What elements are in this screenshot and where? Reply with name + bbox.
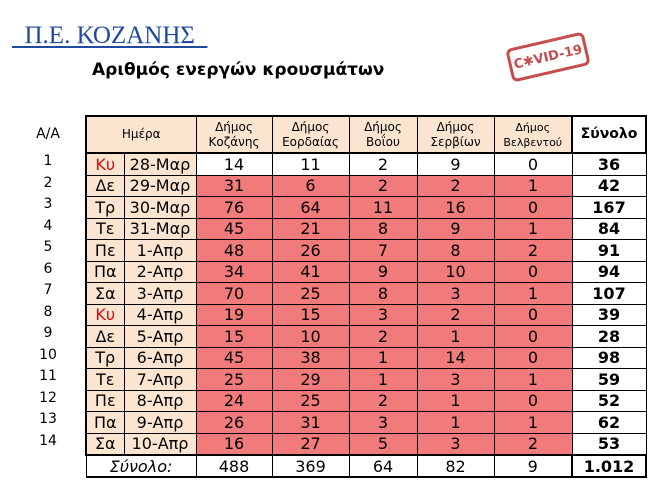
total-cell: 94 <box>572 261 646 283</box>
servia-cell: 1 <box>417 326 494 348</box>
weekday-cell: Δε <box>86 175 124 197</box>
velventos-cell: 0 <box>494 261 572 283</box>
date-cell: 1-Απρ <box>124 240 196 262</box>
weekday-cell: Κυ <box>86 153 124 175</box>
table-row <box>86 304 646 326</box>
date-cell: 28-Μαρ <box>124 153 196 175</box>
table-row <box>86 197 646 219</box>
aa-number: 10 <box>39 346 57 363</box>
servia-cell: 1 <box>417 412 494 434</box>
eordaia-cell: 11 <box>272 153 349 175</box>
kozani-cell: 16 <box>196 433 272 455</box>
total-cell: 107 <box>572 283 646 305</box>
total-cell: 53 <box>572 433 646 455</box>
velventos-cell: 0 <box>494 347 572 369</box>
header-day: Ημέρα <box>86 116 196 153</box>
servia-cell: 3 <box>417 369 494 391</box>
voio-cell: 2 <box>349 153 417 175</box>
kozani-cell: 70 <box>196 283 272 305</box>
voio-cell: 8 <box>349 218 417 240</box>
eordaia-cell: 38 <box>272 347 349 369</box>
table-row <box>86 326 646 348</box>
weekday-cell: Σα <box>86 283 124 305</box>
kozani-cell: 34 <box>196 261 272 283</box>
voio-cell: 11 <box>349 197 417 219</box>
totals-velventos: 9 <box>494 455 572 477</box>
totals-servia: 82 <box>417 455 494 477</box>
table-row <box>86 433 646 455</box>
velventos-cell: 1 <box>494 369 572 391</box>
velventos-cell: 0 <box>494 326 572 348</box>
servia-cell: 3 <box>417 283 494 305</box>
totals-eordaia: 369 <box>272 455 349 477</box>
voio-cell: 2 <box>349 326 417 348</box>
date-cell: 3-Απρ <box>124 283 196 305</box>
aa-number: 2 <box>43 174 53 191</box>
voio-cell: 7 <box>349 240 417 262</box>
date-cell: 30-Μαρ <box>124 197 196 219</box>
totals-row <box>86 455 646 477</box>
total-cell: 84 <box>572 218 646 240</box>
velventos-cell: 1 <box>494 283 572 305</box>
table-row <box>86 369 646 391</box>
eordaia-cell: 29 <box>272 369 349 391</box>
kozani-cell: 19 <box>196 304 272 326</box>
kozani-cell: 14 <box>196 153 272 175</box>
kozani-cell: 25 <box>196 369 272 391</box>
aa-number: 13 <box>39 411 57 427</box>
velventos-cell: 0 <box>494 390 572 412</box>
voio-cell: 1 <box>349 369 417 391</box>
weekday-cell: Τε <box>86 218 124 240</box>
servia-cell: 14 <box>417 347 494 369</box>
eordaia-cell: 31 <box>272 412 349 434</box>
weekday-cell: Δε <box>86 326 124 348</box>
header-total: Σύνολο <box>572 116 646 153</box>
covid-stamp <box>505 31 591 82</box>
weekday-cell: Τρ <box>86 347 124 369</box>
aa-number: 9 <box>43 325 53 341</box>
kozani-cell: 31 <box>196 175 272 197</box>
aa-number: 11 <box>39 368 57 384</box>
kozani-cell: 24 <box>196 390 272 412</box>
table-row <box>86 261 646 283</box>
header-row <box>86 116 646 153</box>
weekday-cell: Πε <box>86 240 124 262</box>
voio-cell: 2 <box>349 175 417 197</box>
header-velventos: Δήμος Βελβεντού <box>494 116 572 153</box>
aa-number: 3 <box>43 196 53 212</box>
table-row <box>86 283 646 305</box>
weekday-cell: Πα <box>86 412 124 434</box>
aa-header: Α/Α <box>36 126 60 142</box>
eordaia-cell: 64 <box>272 197 349 219</box>
date-cell: 9-Απρ <box>124 412 196 434</box>
voio-cell: 8 <box>349 283 417 305</box>
servia-cell: 1 <box>417 390 494 412</box>
table-row <box>86 218 646 240</box>
eordaia-cell: 26 <box>272 240 349 262</box>
eordaia-cell: 25 <box>272 390 349 412</box>
table-row <box>86 240 646 262</box>
voio-cell: 9 <box>349 261 417 283</box>
total-cell: 62 <box>572 412 646 434</box>
eordaia-cell: 15 <box>272 304 349 326</box>
aa-number: 12 <box>39 389 57 406</box>
velventos-cell: 1 <box>494 175 572 197</box>
voio-cell: 2 <box>349 390 417 412</box>
velventos-cell: 0 <box>494 197 572 219</box>
servia-cell: 2 <box>417 175 494 197</box>
covid-stamp-text: C✱VID-19 <box>512 41 584 73</box>
header-servia: Δήμος Σερβίων <box>417 116 494 153</box>
date-cell: 4-Απρ <box>124 304 196 326</box>
cases-table <box>85 115 647 478</box>
aa-number: 8 <box>43 303 53 320</box>
table-row <box>86 412 646 434</box>
date-cell: 5-Απρ <box>124 326 196 348</box>
aa-number: 4 <box>43 217 53 234</box>
total-cell: 42 <box>572 175 646 197</box>
aa-number: 7 <box>43 282 53 298</box>
kozani-cell: 26 <box>196 412 272 434</box>
table-row <box>86 390 646 412</box>
eordaia-cell: 6 <box>272 175 349 197</box>
table-row <box>86 153 646 175</box>
page-subtitle: Αριθμός ενεργών κρουσμάτων <box>92 60 385 80</box>
header-kozani: Δήμος Κοζάνης <box>196 116 272 153</box>
kozani-cell: 45 <box>196 347 272 369</box>
servia-cell: 9 <box>417 218 494 240</box>
eordaia-cell: 25 <box>272 283 349 305</box>
velventos-cell: 2 <box>494 433 572 455</box>
date-cell: 8-Απρ <box>124 390 196 412</box>
weekday-cell: Πε <box>86 390 124 412</box>
page-title: Π.Ε. ΚΟΖΑΝΗΣ <box>12 22 208 49</box>
kozani-cell: 76 <box>196 197 272 219</box>
total-cell: 36 <box>572 153 646 175</box>
eordaia-cell: 41 <box>272 261 349 283</box>
total-cell: 98 <box>572 347 646 369</box>
totals-voio: 64 <box>349 455 417 477</box>
total-cell: 167 <box>572 197 646 219</box>
date-cell: 2-Απρ <box>124 261 196 283</box>
date-cell: 7-Απρ <box>124 369 196 391</box>
header-voio: Δήμος Βοΐου <box>349 116 417 153</box>
weekday-cell: Σα <box>86 433 124 455</box>
servia-cell: 16 <box>417 197 494 219</box>
aa-number: 1 <box>43 153 53 169</box>
header-eordaia: Δήμος Εορδαίας <box>272 116 349 153</box>
weekday-cell: Τε <box>86 369 124 391</box>
totals-label: Σύνολο: <box>86 455 196 477</box>
servia-cell: 2 <box>417 304 494 326</box>
velventos-cell: 0 <box>494 153 572 175</box>
velventos-cell: 2 <box>494 240 572 262</box>
voio-cell: 5 <box>349 433 417 455</box>
table-row <box>86 175 646 197</box>
voio-cell: 3 <box>349 412 417 434</box>
weekday-cell: Τρ <box>86 197 124 219</box>
total-cell: 59 <box>572 369 646 391</box>
voio-cell: 3 <box>349 304 417 326</box>
servia-cell: 10 <box>417 261 494 283</box>
velventos-cell: 1 <box>494 218 572 240</box>
weekday-cell: Πα <box>86 261 124 283</box>
kozani-cell: 15 <box>196 326 272 348</box>
total-cell: 39 <box>572 304 646 326</box>
aa-column <box>26 151 70 452</box>
servia-cell: 8 <box>417 240 494 262</box>
aa-number: 14 <box>39 432 57 449</box>
aa-number: 5 <box>43 239 53 255</box>
eordaia-cell: 21 <box>272 218 349 240</box>
kozani-cell: 45 <box>196 218 272 240</box>
total-cell: 52 <box>572 390 646 412</box>
date-cell: 10-Απρ <box>124 433 196 455</box>
total-cell: 91 <box>572 240 646 262</box>
voio-cell: 1 <box>349 347 417 369</box>
date-cell: 29-Μαρ <box>124 175 196 197</box>
velventos-cell: 1 <box>494 412 572 434</box>
date-cell: 31-Μαρ <box>124 218 196 240</box>
servia-cell: 9 <box>417 153 494 175</box>
table-row <box>86 347 646 369</box>
total-cell: 28 <box>572 326 646 348</box>
totals-sum: 1.012 <box>572 455 646 477</box>
aa-number: 6 <box>43 260 53 277</box>
velventos-cell: 0 <box>494 304 572 326</box>
kozani-cell: 48 <box>196 240 272 262</box>
weekday-cell: Κυ <box>86 304 124 326</box>
eordaia-cell: 10 <box>272 326 349 348</box>
date-cell: 6-Απρ <box>124 347 196 369</box>
eordaia-cell: 27 <box>272 433 349 455</box>
totals-kozani: 488 <box>196 455 272 477</box>
servia-cell: 3 <box>417 433 494 455</box>
